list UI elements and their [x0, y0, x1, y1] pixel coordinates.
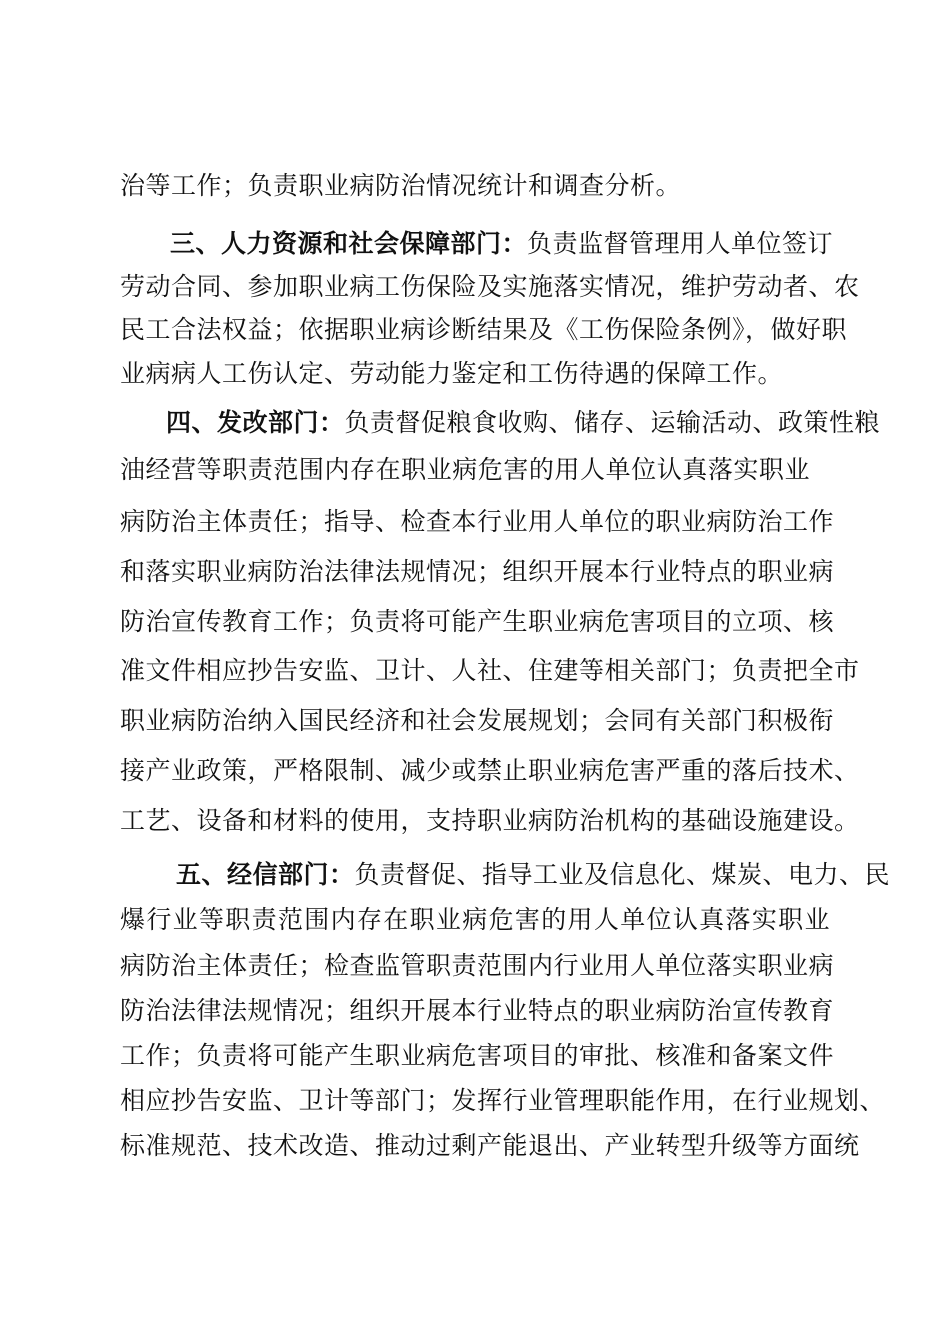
line-text: 治等工作；负责职业病防治情况统计和调查分析。 — [120, 171, 682, 200]
paragraph-line — [120, 649, 860, 693]
line-text: 准文件相应抄告安监、卫计、人社、住建等相关部门；负责把全市 — [120, 656, 860, 685]
paragraph-line — [120, 799, 860, 843]
line-text: 民工合法权益；依据职业病诊断结果及《工伤保险条例》，做好职 — [120, 315, 848, 344]
section-heading: 三、人力资源和社会保障部门： — [170, 229, 528, 258]
line-text: 劳动合同、参加职业病工伤保险及实施落实情况，维护劳动者、农 — [120, 272, 860, 301]
paragraph-line — [120, 500, 835, 544]
line-text: 爆行业等职责范围内存在职业病危害的用人单位认真落实职业 — [120, 905, 830, 934]
line-text: 工作；负责将可能产生职业病危害项目的审批、核准和备案文件 — [120, 1041, 835, 1070]
paragraph-line — [120, 448, 810, 492]
paragraph-line — [120, 164, 830, 208]
line-text: 防治法律法规情况；组织开展本行业特点的职业病防治宣传教育 — [120, 996, 835, 1025]
line-text: 相应抄告安监、卫计等部门；发挥行业管理职能作用，在行业规划、 — [120, 1086, 886, 1115]
paragraph-line — [120, 898, 830, 942]
paragraph-line — [120, 989, 835, 1033]
paragraph-line — [120, 265, 860, 309]
paragraph-line — [120, 550, 835, 594]
line-text: 工艺、设备和材料的使用，支持职业病防治机构的基础设施建设。 — [120, 806, 860, 835]
paragraph-first-line — [170, 222, 834, 266]
line-text: 业病病人工伤认定、劳动能力鉴定和工伤待遇的保障工作。 — [120, 359, 784, 388]
line-text: 职业病防治纳入国民经济和社会发展规划；会同有关部门积极衔 — [120, 706, 835, 735]
paragraph-first-line — [176, 853, 891, 897]
section-heading: 四、发改部门： — [166, 408, 345, 437]
paragraph-line — [120, 1124, 860, 1168]
paragraph-first-line — [166, 401, 881, 445]
paragraph-line — [120, 1079, 886, 1123]
line-text: 油经营等职责范围内存在职业病危害的用人单位认真落实职业 — [120, 455, 810, 484]
line-text: 负责督促、指导工业及信息化、煤炭、电力、民 — [354, 860, 891, 889]
line-text: 负责监督管理用人单位签订 — [527, 229, 834, 258]
line-text: 防治宣传教育工作；负责将可能产生职业病危害项目的立项、核 — [120, 607, 835, 636]
line-text: 病防治主体责任；检查监管职责范围内行业用人单位落实职业病 — [120, 951, 835, 980]
paragraph-line — [120, 1034, 835, 1078]
line-text: 负责督促粮食收购、储存、运输活动、政策性粮 — [344, 408, 881, 437]
section-heading: 五、经信部门： — [176, 860, 355, 889]
paragraph-line — [120, 944, 835, 988]
line-text: 标准规范、技术改造、推动过剩产能退出、产业转型升级等方面统 — [120, 1131, 860, 1160]
line-text: 病防治主体责任；指导、检查本行业用人单位的职业病防治工作 — [120, 507, 835, 536]
line-text: 和落实职业病防治法律法规情况；组织开展本行业特点的职业病 — [120, 557, 835, 586]
paragraph-line — [120, 749, 860, 793]
paragraph-line — [120, 308, 848, 352]
paragraph-line — [120, 352, 830, 396]
paragraph-line — [120, 600, 835, 644]
line-text: 接产业政策，严格限制、减少或禁止职业病危害严重的落后技术、 — [120, 756, 860, 785]
paragraph-line — [120, 699, 835, 743]
